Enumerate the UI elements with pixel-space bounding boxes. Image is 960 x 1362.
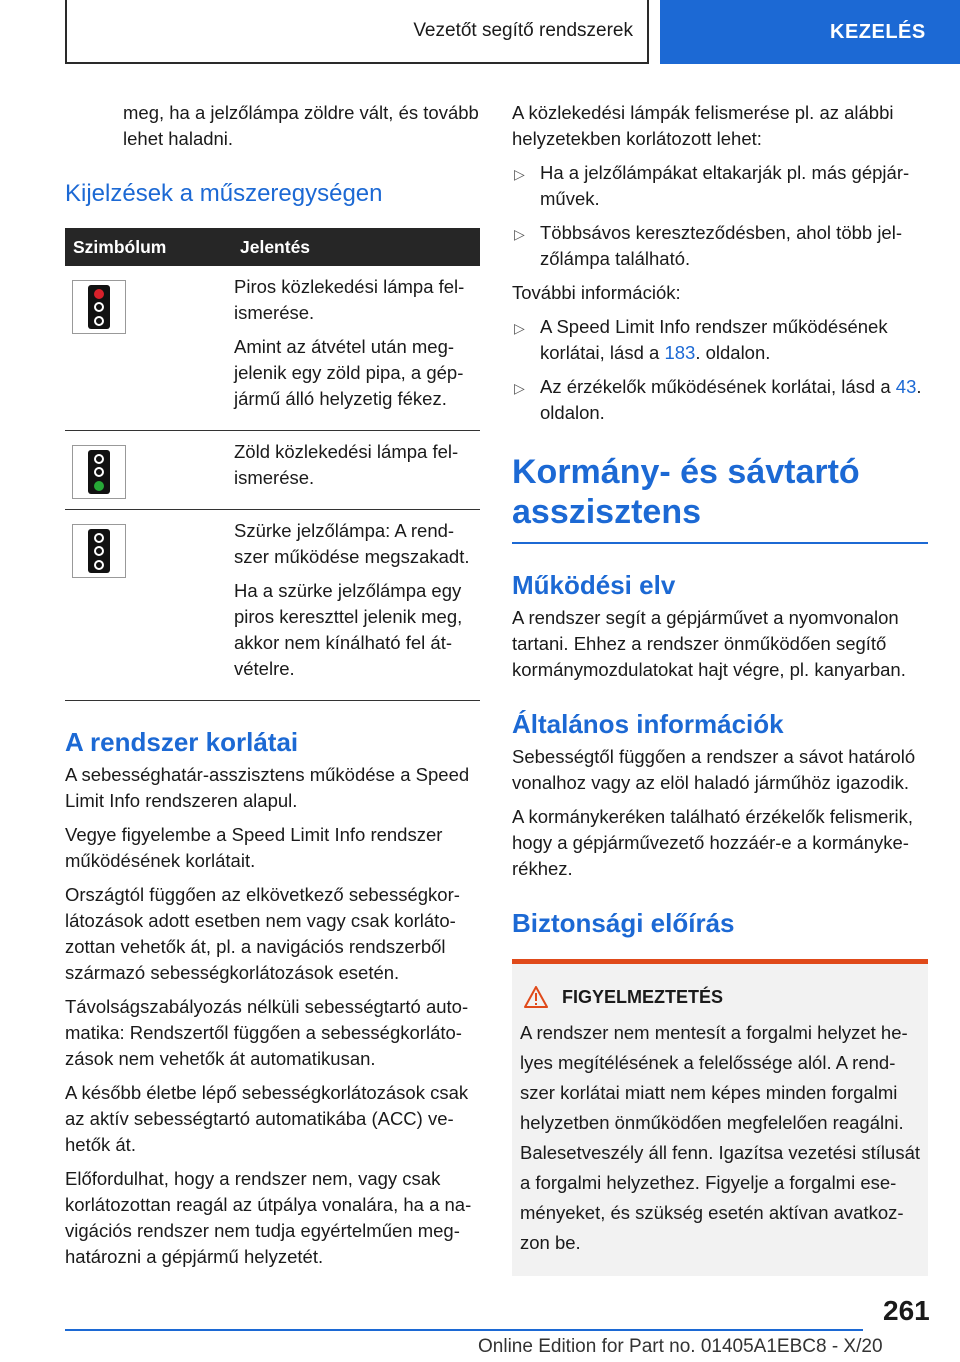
principle-text: A rendszer segít a gépjárművet a nyomvonalon tartani. Ehhez a rendszer önműködően segítő kormánymozdulatokat hajt végre, pl. kanyarban.	[512, 607, 906, 680]
table-row	[65, 266, 480, 431]
list-item: ▷ A Speed Limit Info rendszer működésének korlátai, lásd a 183. oldalon.	[514, 316, 888, 363]
limits-text: A sebességhatár-asszisztens működése a Speed Limit Info rendszeren alapul.	[65, 764, 470, 811]
row-text: Amint az átvétel után megjelenik egy zöld pipa, a gépjármű álló helyzetig fékez.	[234, 336, 464, 409]
footer-edition: Online Edition for Part no. 01405A1EBC8 - X/20	[478, 1336, 883, 1357]
display-heading: Kijelzések a műszeregységen	[65, 180, 383, 207]
limits-text: A később életbe lépő sebességkorlátozások csak az aktív sebességtartó automatikába (ACC) vehetők át.	[65, 1082, 469, 1155]
safety-heading: Biztonsági előírás	[512, 908, 735, 938]
row-text: Szürke jelzőlámpa: A rendszer működése megszakadt.	[234, 520, 470, 567]
page-link-183[interactable]: 183	[664, 342, 696, 363]
principle-heading: Működési elv	[512, 570, 676, 600]
col-symbol-header: Szimbólum	[65, 228, 234, 266]
triangle-bullet-icon: ▷	[514, 226, 525, 242]
recognition-list	[512, 160, 928, 272]
warning-triangle-icon	[524, 986, 548, 1008]
warning-text: A rendszer nem mentesít a forgalmi helyzet helyes megítélésének a felelőssége alól. A rendszer korlátai miatt nem képes minden forgalmi helyzetben önműködően megfelelően reagálni. Balesetveszély áll fenn. Igazítsa vezetési stílusát a forgalmi helyzethez. Figyelje a forgalmi eseményeket, és szükség esetén aktívan avatkozzon be.	[520, 1022, 921, 1253]
header-chapter	[65, 0, 649, 64]
chapter-title: Vezetőt segítő rendszerek	[413, 20, 633, 41]
table-row	[65, 510, 480, 701]
symbol-table	[65, 228, 480, 701]
header-section[interactable]	[660, 0, 960, 64]
traffic-light-green-icon	[72, 445, 126, 499]
traffic-light-grey-icon	[72, 524, 126, 578]
more-info-label: További információk:	[512, 282, 681, 303]
limits-text: Vegye figyelembe a Speed Limit Info rendszer működésének korlátait.	[65, 824, 443, 871]
main-heading: Kormány- és sávtartó asszisztens	[512, 452, 928, 544]
page-link-43[interactable]: 43	[895, 376, 917, 397]
row-text: Piros közlekedési lámpa felismerése.	[234, 276, 465, 323]
row-text: Ha a szürke jelzőlámpa egy piros kereszttel jelenik meg, akkor nem kínálható fel átvételre.	[234, 580, 463, 679]
row-text: Zöld közlekedési lámpa felismerése.	[234, 441, 459, 488]
section-title: KEZELÉS	[830, 20, 926, 43]
warning-box	[512, 959, 928, 1276]
triangle-bullet-icon: ▷	[514, 166, 525, 182]
traffic-light-red-icon	[72, 280, 126, 334]
general-heading: Általános információk	[512, 709, 784, 739]
general-text: A kormánykeréken található érzékelők felismerik, hogy a gépjárművezető hozzáér-e a kormánykerékhez.	[512, 806, 914, 879]
list-item: ▷ Az érzékelők működésének korlátai, lásd a 43. oldalon.	[514, 376, 922, 423]
limits-text: Távolságszabályozás nélküli sebességtartó automatika: Rendszertől függően a sebességkorlátozások nem vehetők át automatikusan.	[65, 996, 469, 1069]
triangle-bullet-icon: ▷	[514, 320, 525, 336]
table-row	[65, 431, 480, 510]
list-item: ▷ Többsávos kereszteződésben, ahol több jelzőlámpa található.	[514, 222, 903, 269]
triangle-bullet-icon: ▷	[514, 380, 525, 396]
limits-text: Országtól függően az elkövetkező sebességkorlátozások adott esetben nem vagy csak korlátozottan vehetők át, pl. a navigációs rendszerből származó sebességkorlátozások esetén.	[65, 884, 460, 983]
limits-heading: A rendszer korlátai	[65, 727, 299, 757]
warning-title: FIGYELMEZTETÉS	[562, 986, 724, 1007]
right-column	[512, 100, 928, 1276]
col-meaning-header: Jelentés	[234, 228, 480, 266]
left-column	[65, 100, 480, 1278]
list-item: ▷ Ha a jelzőlámpákat eltakarják pl. más gépjárművek.	[514, 162, 910, 209]
info-list	[512, 314, 928, 426]
limits-text: Előfordulhat, hogy a rendszer nem, vagy csak korlátozottan reagál az útpálya vonalára, ha a navigációs rendszer nem tudja egyértelműen meghatározni a gépjármű helyzetét.	[65, 1168, 472, 1267]
recognition-intro: A közlekedési lámpák felismerése pl. az alábbi helyzetekben korlátozott lehet:	[512, 102, 894, 149]
general-text: Sebességtől függően a rendszer a sávot határoló vonalhoz vagy az elöl haladó járműhöz igazodik.	[512, 746, 916, 793]
footer-divider	[65, 1329, 863, 1331]
page-number: 261	[883, 1295, 930, 1326]
intro-text: meg, ha a jelzőlámpa zöldre vált, és tovább lehet haladni.	[123, 102, 479, 149]
